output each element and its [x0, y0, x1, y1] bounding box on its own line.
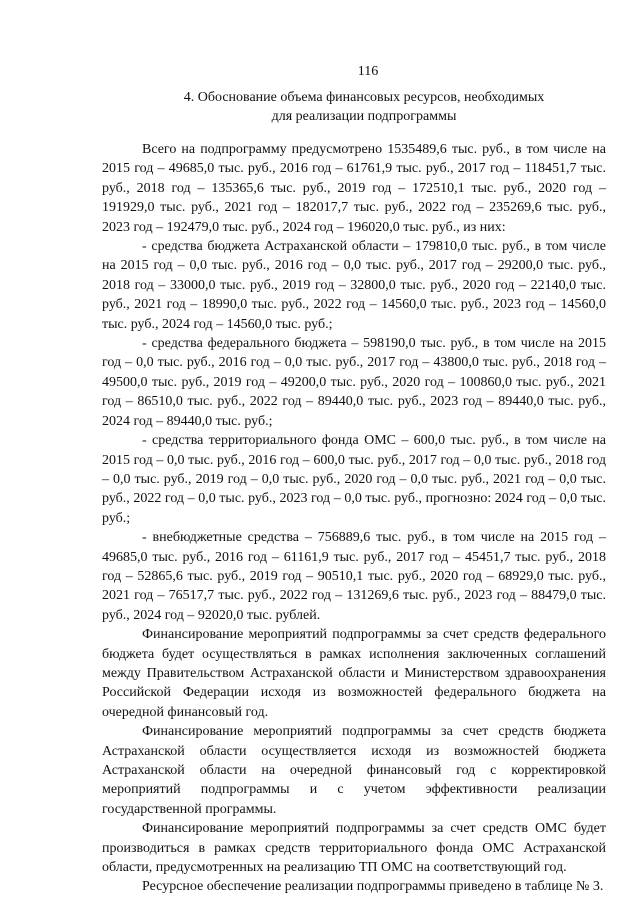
paragraph-oms-financing: Финансирование мероприятий подпрограммы за счет средств ОМС будет производиться в рамках средств территориального фонда ОМС Астраханской области, предусмотренных на реализацию ТП ОМС на соответствующий год. [102, 821, 606, 876]
paragraph-regional-budget: - средства бюджета Астраханской области – 179810,0 тыс. руб., в том числе на 2015 год – 0,0 тыс. руб., 2016 год – 0,0 тыс. руб., 2017 год – 29200,0 тыс. руб., 2018 год – 33000,0 тыс. руб., 2019 год – 32800,0 тыс. руб., 2020 год – 22140,0 тыс. руб., 2021 год – 18990,0 тыс. руб., 2022 год – 14560,0 тыс. руб., 2023 год – 14560,0 тыс. руб., 2024 год – 14560,0 тыс. руб.; [102, 239, 606, 332]
paragraph-regional-financing: Финансирование мероприятий подпрограммы за счет средств бюджета Астраханской области осуществляется исходя из возможностей бюджета Астраханской области на очередной финансовый год с корректировкой мероприятий подпрограммы и с учетом эффективности реализации государственной программы. [102, 724, 606, 817]
paragraph-federal-financing: Финансирование мероприятий подпрограммы за счет средств федерального бюджета будет осуществляться в рамках исполнения заключенных соглашений между Правительством Астраханской области и Министерством здравоохранения Российской Федерации исходя из возможностей федерального бюджета на очередной финансовый год. [102, 627, 606, 720]
heading-line-1: 4. Обоснование объема финансовых ресурсов, необходимых [183, 90, 545, 105]
heading-line-2: для реализации подпрограммы [271, 109, 457, 124]
section-heading [122, 88, 606, 126]
paragraph-resource-table-ref: Ресурсное обеспечение реализации подпрограммы приведено в таблице № 3. [142, 879, 604, 895]
paragraph-extrabudgetary: - внебюджетные средства – 756889,6 тыс. руб., в том числе на 2015 год – 49685,0 тыс. руб., 2016 год – 61161,9 тыс. руб., 2017 год – 45451,7 тыс. руб., 2018 год – 52865,6 тыс. руб., 2019 год – 90510,1 тыс. руб., 2020 год – 68929,0 тыс. руб., 2021 год – 76517,7 тыс. руб., 2022 год – 131269,6 тыс. руб., 2023 год – 88479,0 тыс. руб., 2024 год – 92020,0 тыс. рублей. [102, 530, 606, 623]
paragraph-oms-fund: - средства территориального фонда ОМС – 600,0 тыс. руб., в том числе на 2015 год – 0,0 тыс. руб., 2016 год – 600,0 тыс. руб., 2017 год – 0,0 тыс. руб., 2018 год – 0,0 тыс. руб., 2019 год – 0,0 тыс. руб., 2020 год – 0,0 тыс. руб., 2021 год – 0,0 тыс. руб., 2022 год – 0,0 тыс. руб., 2023 год – 0,0 тыс. руб., прогнозно: 2024 год – 0,0 тыс. руб.; [102, 433, 606, 526]
paragraph-federal-budget: - средства федерального бюджета – 598190,0 тыс. руб., в том числе на 2015 год – 0,0 тыс. руб., 2016 год – 0,0 тыс. руб., 2017 год – 43800,0 тыс. руб., 2018 год – 49500,0 тыс. руб., 2019 год – 49200,0 тыс. руб., 2020 год – 100860,0 тыс. руб., 2021 год – 86510,0 тыс. руб., 2022 год – 89440,0 тыс. руб., 2023 год – 89440,0 тыс. руб., 2024 год – 89440,0 тыс. руб.; [102, 336, 606, 429]
paragraph-total: Всего на подпрограмму предусмотрено 1535489,6 тыс. руб., в том числе на 2015 год – 49685,0 тыс. руб., 2016 год – 61761,9 тыс. руб., 2017 год – 118451,7 тыс. руб., 2018 год – 135365,6 тыс. руб., 2019 год – 172510,1 тыс. руб., 2020 год – 191929,0 тыс. руб., 2021 год – 182017,7 тыс. руб., 2022 год – 235269,6 тыс. руб., 2023 год – 192479,0 тыс. руб., 2024 год – 196020,0 тыс. руб., из них: [102, 142, 606, 235]
page-number: 116 [357, 64, 379, 79]
